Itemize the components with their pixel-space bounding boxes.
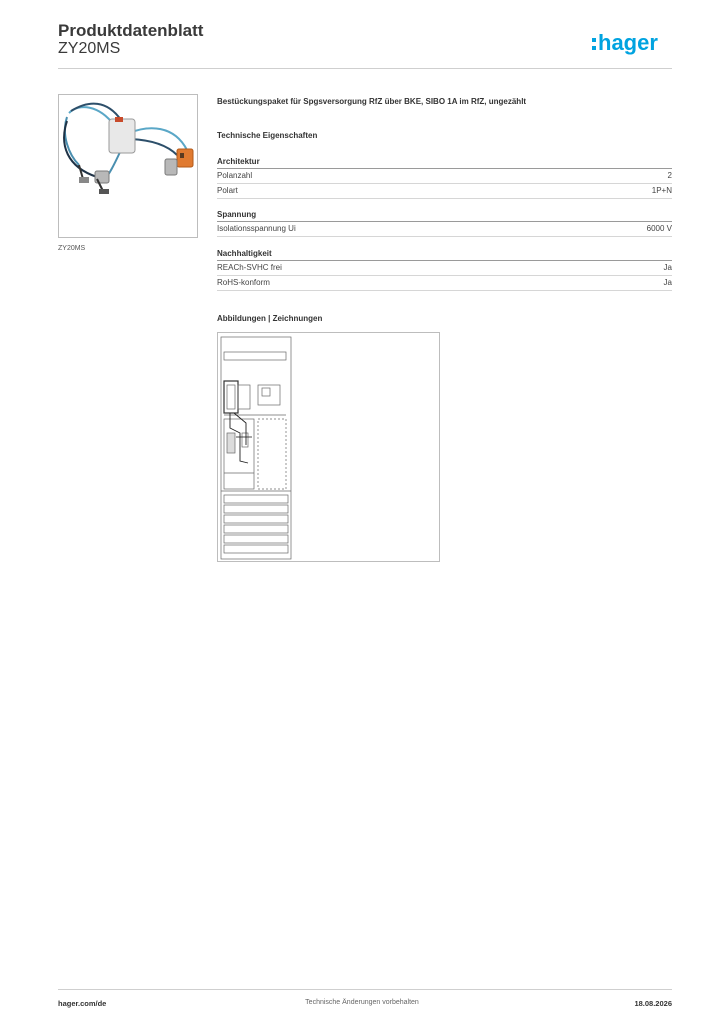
spec-value: Ja: [663, 263, 672, 272]
spec-value: 2: [667, 171, 672, 180]
spec-row: [217, 222, 672, 237]
spec-value: 6000 V: [646, 224, 672, 233]
spec-value: Ja: [663, 278, 672, 287]
spec-label: RoHS-konform: [217, 278, 270, 287]
technical-heading: Technische Eigenschaften: [217, 131, 318, 140]
hager-logo: [592, 28, 674, 56]
group-title: Nachhaltigkeit: [217, 248, 672, 261]
product-description: Bestückungspaket für Spgsversorgung RfZ über BKE, SIBO 1A im RfZ, ungezählt: [217, 97, 527, 106]
spec-row: [217, 184, 672, 199]
spec-row: [217, 261, 672, 276]
spec-row: [217, 169, 672, 184]
product-image-caption: ZY20MS: [58, 245, 86, 252]
footer-date: 18.08.2026: [634, 999, 672, 1008]
product-code: ZY20MS: [58, 40, 121, 57]
spec-label: Polanzahl: [217, 171, 253, 180]
technical-drawing: [217, 332, 440, 562]
spec-value: 1P+N: [651, 186, 672, 195]
product-photo-cable-set-icon: [59, 95, 197, 237]
header-divider: [58, 68, 672, 69]
group-title: Spannung: [217, 209, 672, 222]
group-architektur: [217, 156, 672, 199]
footer-website-link[interactable]: hager.com/de: [58, 999, 107, 1008]
spec-label: REACh-SVHC frei: [217, 263, 282, 272]
page-title: Produktdatenblatt: [58, 21, 204, 40]
group-nachhaltigkeit: [217, 248, 672, 291]
cabinet-drawing-icon: [218, 333, 439, 561]
spec-row: [217, 276, 672, 291]
group-title: Architektur: [217, 156, 672, 169]
svg-text:hager: hager: [598, 30, 658, 55]
drawings-heading: Abbildungen | Zeichnungen: [217, 314, 323, 323]
footer-divider: [58, 989, 672, 990]
spec-label: Isolationsspannung Ui: [217, 224, 296, 233]
footer-notice: Technische Änderungen vorbehalten: [305, 999, 419, 1006]
spec-label: Polart: [217, 186, 238, 195]
group-spannung: [217, 209, 672, 237]
product-image: [58, 94, 198, 238]
